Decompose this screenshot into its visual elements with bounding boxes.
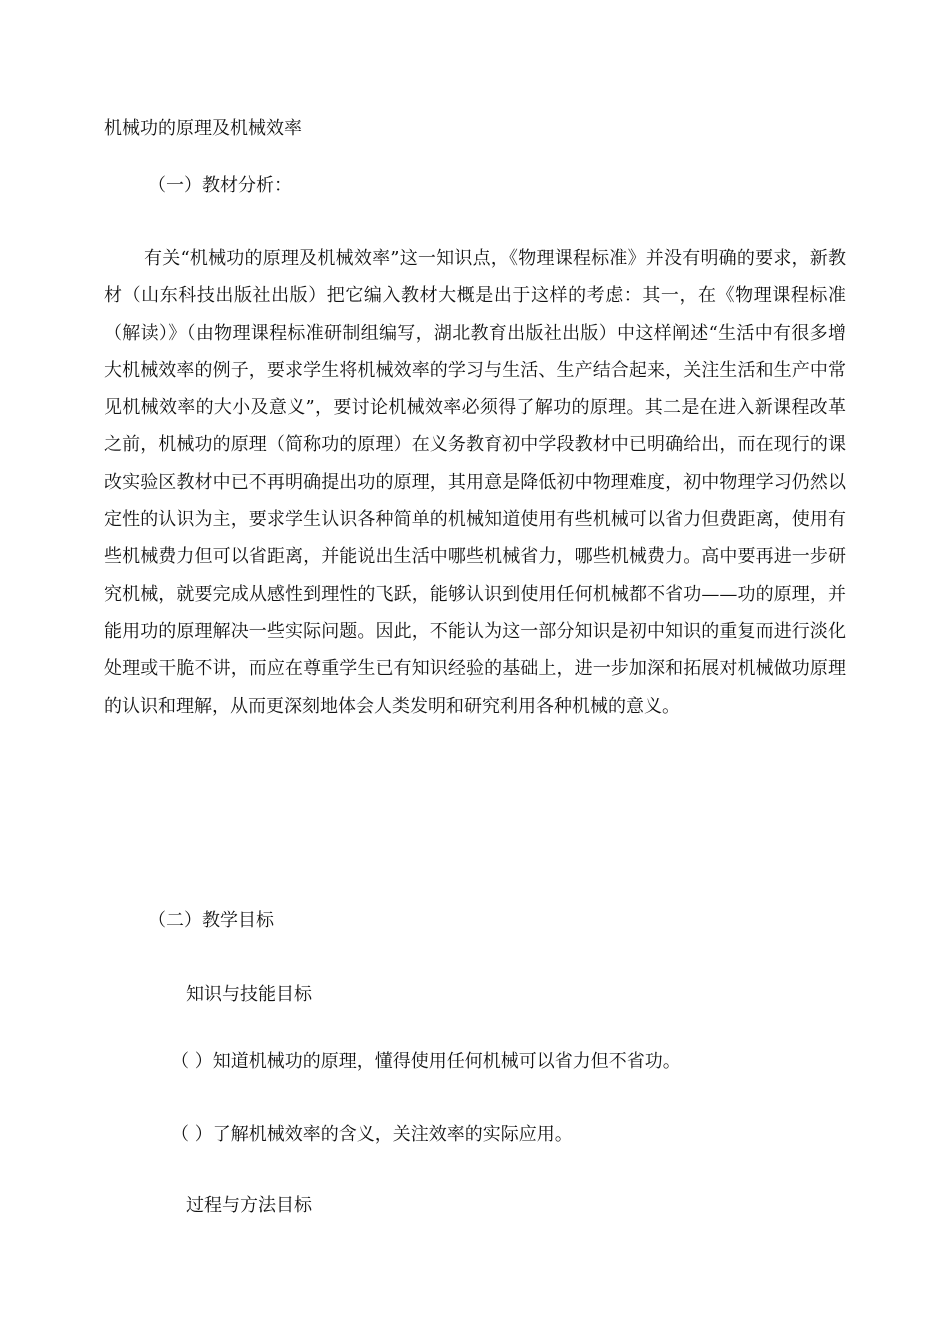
goal-item-1: （ ）知道机械功的原理，懂得使用任何机械可以省力但不省功。 — [171, 1051, 681, 1072]
goal-item-2: （ ）了解机械效率的含义，关注效率的实际应用。 — [171, 1124, 573, 1145]
section-heading-textbook-analysis: （一）教材分析： — [148, 175, 292, 196]
section-heading-teaching-goals: （二）教学目标 — [148, 910, 274, 931]
document-title: 机械功的原理及机械效率 — [104, 118, 302, 139]
subheading-process-methods: 过程与方法目标 — [186, 1195, 312, 1216]
subheading-knowledge-skills: 知识与技能目标 — [186, 984, 312, 1005]
body-paragraph-textbook-analysis: 有关“机械功的原理及机械效率”这一知识点，《物理课程标准》并没有明确的要求，新教材（山东科技出版社出版）把它编入教材大概是出于这样的考虑：其一，在《物理课程标准（解读）》（由物理课程标准研制组编写，湖北教育出版社出版）中这样阐述“生活中有很多增大机械效率的例子，要求学生将机械效率的学习与生活、生产结合起来，关注生活和生产中常见机械效率的大小及意义”，要讨论机械效率必须得了解功的原理。其二是在进入新课程改革之前，机械功的原理（简称功的原理）在义务教育初中学段教材中已明确给出，而在现行的课改实验区教材中已不再明确提出功的原理，其用意是降低初中物理难度，初中物理学习仍然以定性的认识为主，要求学生认识各种简单的机械知道使用有些机械可以省力但费距离，使用有些机械费力但可以省距离，并能说出生活中哪些机械省力，哪些机械费力。高中要再进一步研究机械，就要完成从感性到理性的飞跃，能够认识到使用任何机械都不省功——功的原理，并能用功的原理解决一些实际问题。因此，不能认为这一部分知识是初中知识的重复而进行淡化处理或干脆不讲，而应在尊重学生已有知识经验的基础上，进一步加深和拓展对机械做功原理的认识和理解，从而更深刻地体会人类发明和研究利用各种机械的意义。 — [104, 248, 846, 717]
